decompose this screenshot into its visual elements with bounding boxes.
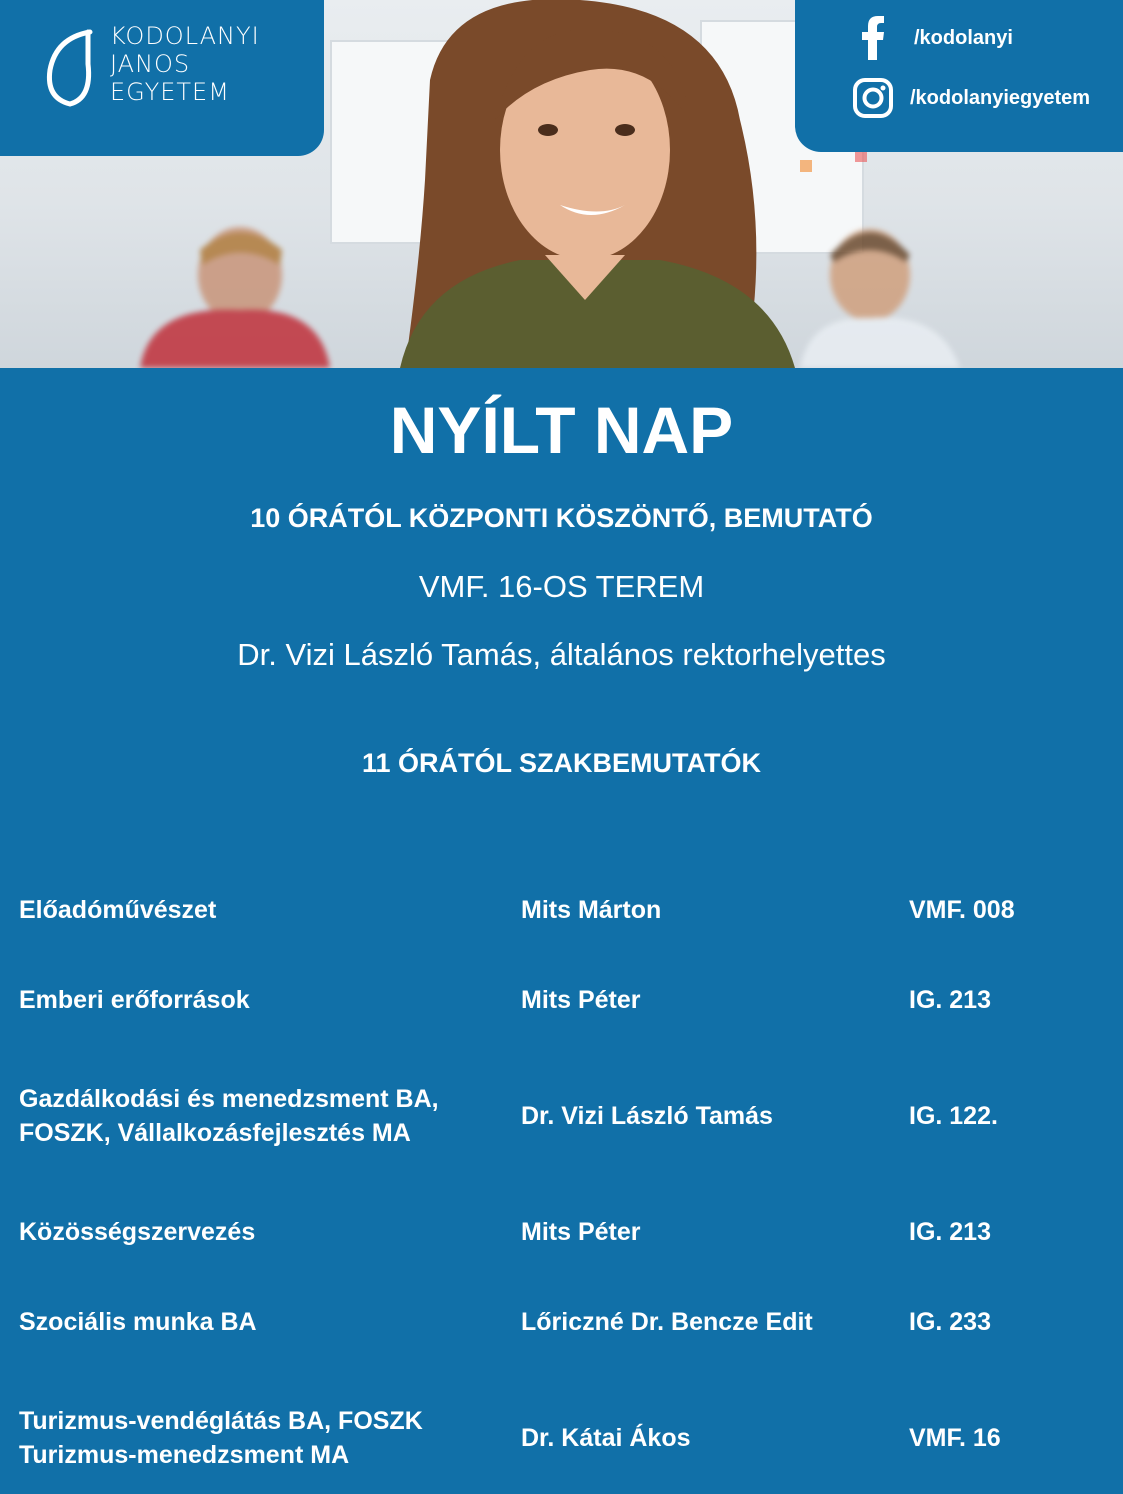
program-line: Közösségszervezés: [19, 1218, 256, 1246]
programs-heading: 11 ÓRÁTÓL SZAKBEMUTATÓK: [361, 748, 761, 778]
program-name: [19, 1215, 499, 1249]
program-name: [19, 1082, 499, 1150]
program-name: [19, 983, 499, 1017]
program-line: Turizmus-vendéglátás BA, FOSZK: [19, 1407, 423, 1435]
instagram-icon: [852, 77, 894, 119]
program-line: FOSZK, Vállalkozásfejlesztés MA: [19, 1119, 411, 1147]
presenter-name: Dr. Vizi László Tamás: [521, 1102, 773, 1130]
welcome-room: VMF. 16-OS TEREM: [418, 569, 705, 604]
room-label: IG. 122.: [909, 1102, 998, 1130]
presenter-name: Mits Péter: [521, 986, 641, 1014]
instagram-handle[interactable]: /kodolanyiegyetem: [910, 86, 1091, 109]
program-line: Előadóművészet: [19, 896, 217, 924]
program-line: Turizmus-menedzsment MA: [19, 1441, 350, 1469]
welcome-heading: 10 ÓRÁTÓL KÖZPONTI KÖSZÖNTŐ, BEMUTATÓ: [250, 503, 873, 533]
facebook-icon: [861, 16, 885, 60]
room-label: IG. 213: [909, 1218, 991, 1246]
room-label: IG. 233: [909, 1308, 991, 1336]
program-name: [19, 893, 499, 927]
facebook-handle[interactable]: /kodolanyi: [914, 26, 1013, 49]
presenter-name: Mits Péter: [521, 1218, 641, 1246]
program-line: Emberi erőforrások: [19, 986, 250, 1014]
welcome-speaker: Dr. Vizi László Tamás, általános rektorhelyettes: [237, 637, 886, 672]
presenter-name: Lőriczné Dr. Bencze Edit: [521, 1308, 813, 1336]
room-label: VMF. 16: [909, 1424, 1001, 1452]
logo-line: JANOS: [110, 50, 191, 78]
university-logo-card: [0, 0, 324, 156]
event-title: NYÍLT NAP: [389, 393, 734, 467]
facebook-row[interactable]: [861, 16, 1013, 60]
program-line: Gazdálkodási és menedzsment BA,: [19, 1085, 439, 1113]
instagram-row[interactable]: [852, 77, 1090, 119]
logo-mark-icon: [42, 28, 102, 108]
social-media-card: [795, 0, 1123, 152]
program-line: Szociális munka BA: [19, 1308, 257, 1336]
presenter-name: Dr. Kátai Ákos: [521, 1424, 691, 1452]
logo-wordmark: [110, 22, 260, 106]
program-name: [19, 1404, 499, 1472]
room-label: VMF. 008: [909, 896, 1015, 924]
presenter-name: Mits Márton: [521, 896, 662, 924]
logo-line: EGYETEM: [110, 78, 230, 106]
room-label: IG. 213: [909, 986, 991, 1014]
logo-line: KODOLANYI: [110, 22, 260, 50]
program-name: [19, 1305, 499, 1339]
